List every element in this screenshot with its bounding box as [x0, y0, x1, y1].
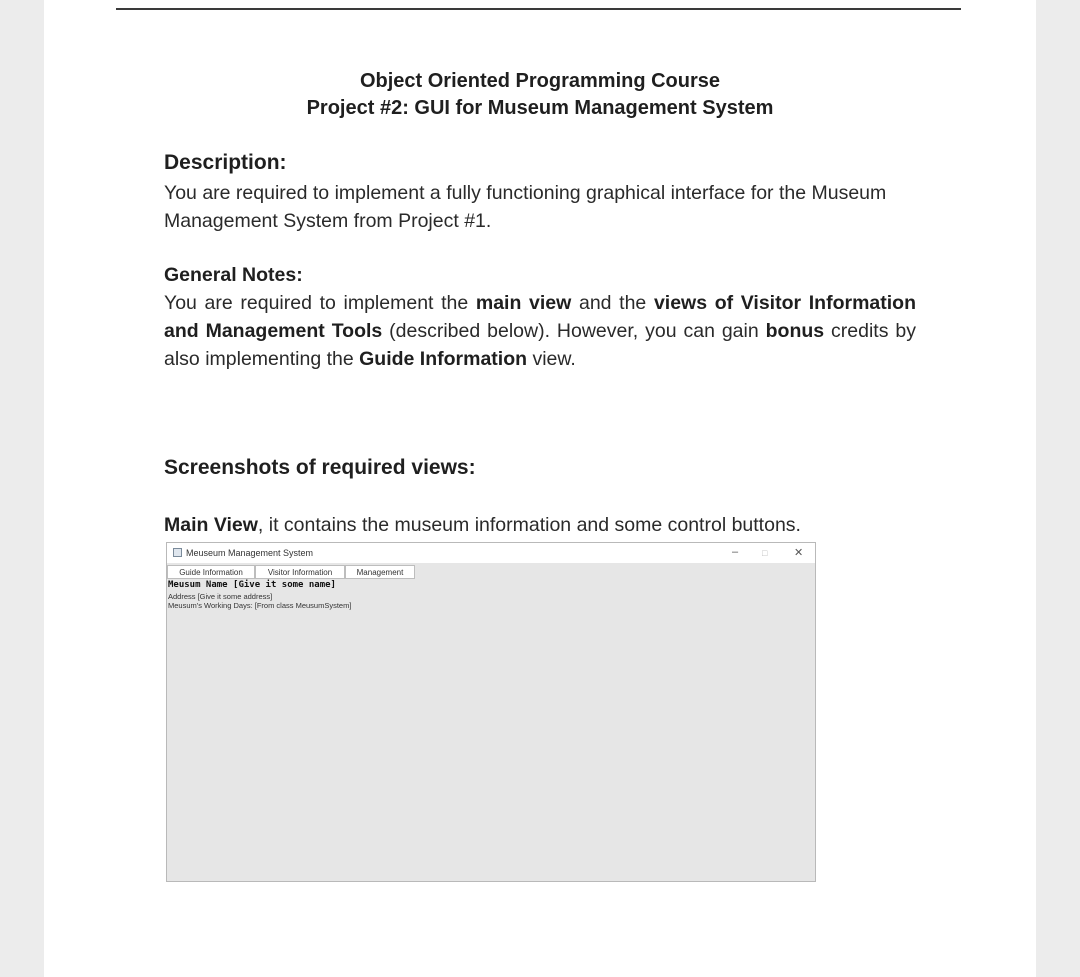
description-text: You are required to implement a fully functioning graphical interface for the Museum Management System from Project #1.	[164, 182, 887, 232]
minimize-icon[interactable]: –	[732, 546, 739, 558]
general-notes-text: You are required to implement the main view and the views of Visitor Information and Management Tools (described below). However, you can gain bonus credits by also implementing the Guide Information view.	[164, 292, 916, 370]
tab-visitor-information[interactable]: Visitor Information	[255, 565, 345, 579]
main-view-caption: Main View, it contains the museum information and some control buttons.	[164, 514, 801, 536]
window-content	[167, 563, 815, 881]
general-notes-heading: General Notes:	[164, 264, 303, 286]
project-title: Project #2: GUI for Museum Management System	[306, 97, 774, 119]
course-title: Object Oriented Programming Course	[359, 70, 721, 92]
maximize-icon[interactable]: □	[762, 548, 768, 558]
tab-guide-information[interactable]: Guide Information	[167, 565, 255, 579]
tab-management[interactable]: Management	[345, 565, 415, 579]
museum-address-label: Address [Give it some address]	[168, 592, 273, 601]
document-page	[44, 0, 1036, 977]
museum-name-label: Meusum Name [Give it some name]	[168, 580, 336, 590]
java-app-icon	[173, 548, 182, 557]
working-days-label: Meusum's Working Days: [From class MeusumSystem]	[168, 601, 352, 610]
close-icon[interactable]: ✕	[794, 547, 804, 559]
top-rule	[116, 8, 961, 10]
window-title: Meuseum Management System	[186, 548, 314, 558]
screenshots-heading: Screenshots of required views:	[164, 456, 476, 479]
description-heading: Description:	[164, 151, 287, 174]
museum-window-screenshot	[166, 542, 816, 882]
window-titlebar	[167, 543, 815, 563]
